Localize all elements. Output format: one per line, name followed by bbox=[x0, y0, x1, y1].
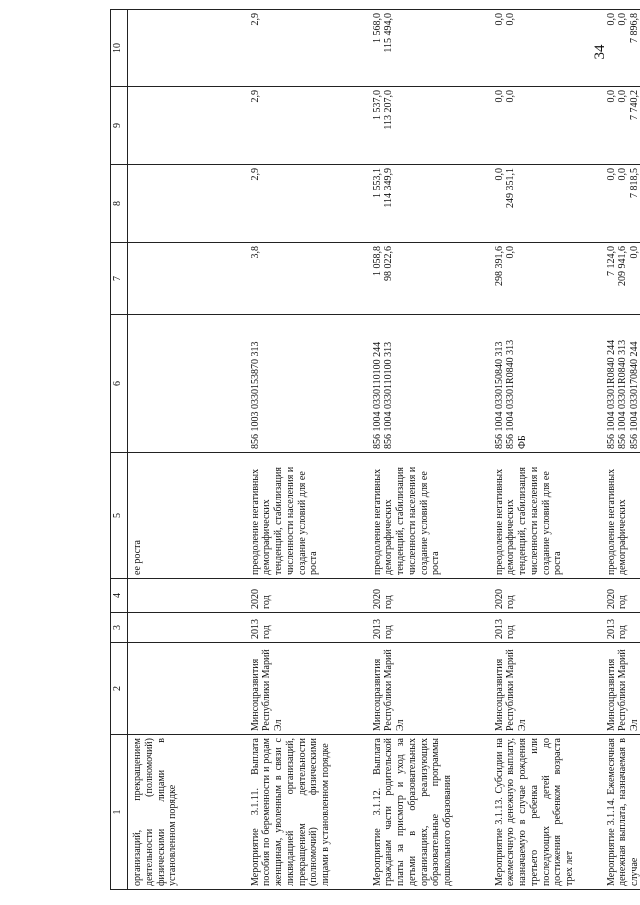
expected-result: ее роста bbox=[128, 453, 246, 579]
budget-code: 856 1004 0330150840 313 856 1004 03301R0840 313 ФБ bbox=[490, 315, 602, 453]
measure-name: Мероприятие 3.1.12. Выплата гражданам части родительской платы за присмотр и уход за детьми в образовательных организациях, реализующих образовательные программы дошкольного образования bbox=[368, 735, 490, 890]
executor: Минсоцразвития Республики Марий Эл bbox=[490, 643, 602, 735]
table-row bbox=[128, 10, 246, 890]
budget-code: 856 1003 0330153870 313 bbox=[246, 315, 368, 453]
table-row bbox=[602, 10, 640, 890]
value-col-10: 1 568,0 115 494,0 bbox=[368, 10, 490, 87]
executor bbox=[128, 643, 246, 735]
col-header-2: 2 bbox=[111, 643, 128, 735]
col-header-10: 10 bbox=[111, 10, 128, 87]
value-col-9 bbox=[128, 87, 246, 165]
value-col-10: 0,0 0,0 7 896,8 bbox=[602, 10, 640, 87]
budget-code: 856 1004 03301R0840 244 856 1004 03301R0840 313 856 1004 0330170840 244 bbox=[602, 315, 640, 453]
col-header-4: 4 bbox=[111, 579, 128, 613]
expected-result: преодоление негативных демографических тенденций, стабилизация численности населения и создание условий для ее роста bbox=[368, 453, 490, 579]
col-header-5: 5 bbox=[111, 453, 128, 579]
start-year: 2013 год bbox=[368, 613, 490, 643]
executor: Минсоцразвития Республики Марий Эл bbox=[368, 643, 490, 735]
value-col-8: 1 553,1 114 349,9 bbox=[368, 165, 490, 243]
value-col-9: 2,9 bbox=[246, 87, 368, 165]
value-col-7: 7 124,0 209 941,6 0,0 bbox=[602, 243, 640, 315]
col-header-6: 6 bbox=[111, 315, 128, 453]
value-col-10: 0,0 0,0 bbox=[490, 10, 602, 87]
start-year: 2013 год bbox=[246, 613, 368, 643]
col-header-3: 3 bbox=[111, 613, 128, 643]
end-year: 2020 год bbox=[490, 579, 602, 613]
value-col-7 bbox=[128, 243, 246, 315]
rotated-table-container bbox=[110, 10, 640, 890]
expected-result: преодоление негативных демографических тенденций, стабилизация численности населения и создание условий для ее роста bbox=[490, 453, 602, 579]
col-header-9: 9 bbox=[111, 87, 128, 165]
value-col-7: 1 058,8 98 022,6 bbox=[368, 243, 490, 315]
value-col-9: 0,0 0,0 7 740,2 bbox=[602, 87, 640, 165]
value-col-9: 0,0 0,0 bbox=[490, 87, 602, 165]
value-col-7: 298 391,6 0,0 bbox=[490, 243, 602, 315]
value-col-8: 2,9 bbox=[246, 165, 368, 243]
col-header-8: 8 bbox=[111, 165, 128, 243]
table-row bbox=[246, 10, 368, 890]
expected-result: преодоление негативных демографических тенденций, стабилизация численности населения и создание условий для ее роста bbox=[246, 453, 368, 579]
end-year bbox=[128, 579, 246, 613]
start-year: 2013 год bbox=[490, 613, 602, 643]
measure-name: Мероприятие 3.1.13. Субсидии на ежемесячную денежную выплату, назначаемую в случае рождения третьего ребенка или последующих детей до достижения ребенком возраста трех лет bbox=[490, 735, 602, 890]
end-year: 2020 год bbox=[602, 579, 640, 613]
value-col-10 bbox=[128, 10, 246, 87]
value-col-8 bbox=[128, 165, 246, 243]
measure-name: Мероприятие 3.1.11. Выплата пособия по беременности и родам женщинам, уволенным в связи с ликвидацией организаций, прекращением деятельности (полномочий) физическими лицами в установленном порядке bbox=[246, 735, 368, 890]
page-number: 34 bbox=[592, 44, 608, 60]
header-row bbox=[111, 10, 128, 890]
end-year: 2020 год bbox=[246, 579, 368, 613]
col-header-1: 1 bbox=[111, 735, 128, 890]
value-col-7: 3,8 bbox=[246, 243, 368, 315]
start-year: 2013 год bbox=[602, 613, 640, 643]
budget-code: 856 1004 0330110100 244 856 1004 0330110100 313 bbox=[368, 315, 490, 453]
value-col-10: 2,9 bbox=[246, 10, 368, 87]
col-header-7: 7 bbox=[111, 243, 128, 315]
value-col-8: 0,0 0,0 7 818,5 bbox=[602, 165, 640, 243]
measure-name: Мероприятие 3.1.14. Ежемесячная денежная выплата, назначаемая в случае bbox=[602, 735, 640, 890]
budget-code bbox=[128, 315, 246, 453]
end-year: 2020 год bbox=[368, 579, 490, 613]
executor: Минсоцразвития Республики Марий Эл bbox=[246, 643, 368, 735]
expected-result: преодоление негативных демографических bbox=[602, 453, 640, 579]
measure-name: организаций, прекращением деятельности (полномочий) физическими лицами в установленном порядке bbox=[128, 735, 246, 890]
value-col-8: 0,0 249 351,1 bbox=[490, 165, 602, 243]
start-year bbox=[128, 613, 246, 643]
program-measures-table bbox=[110, 9, 640, 890]
value-col-9: 1 537,0 113 207,0 bbox=[368, 87, 490, 165]
table-row bbox=[368, 10, 490, 890]
table-row bbox=[490, 10, 602, 890]
executor: Минсоцразвития Республики Марий Эл bbox=[602, 643, 640, 735]
